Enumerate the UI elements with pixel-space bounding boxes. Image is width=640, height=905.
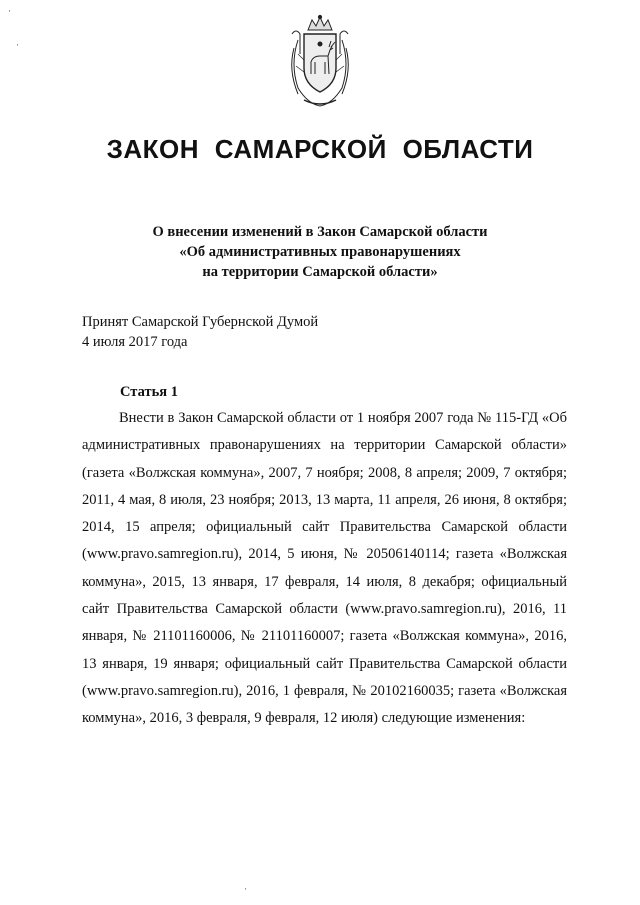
adoption-date: 4 июля 2017 года [82, 334, 188, 350]
samara-coat-of-arms-icon [284, 14, 356, 110]
subtitle-line: «Об административных правонарушениях [179, 244, 461, 260]
law-title: ЗАКОН САМАРСКОЙ ОБЛАСТИ [106, 134, 534, 164]
scan-artifact: · [244, 884, 247, 894]
law-subtitle [0, 222, 640, 282]
subtitle-line: на территории Самарской области» [202, 264, 438, 280]
adoption-body: Принят Самарской Губернской Думой [82, 314, 319, 330]
adoption-info [82, 312, 318, 352]
article-body: Внести в Закон Самарской области от 1 ноября 2007 года № 115-ГД «Об административных правонарушениях на территории Самарской области» (газета «Волжская коммуна», 2007, 7 ноября; 2008, 8 апреля; 2009, 7 октября; 2011, 4 мая, 8 июля, 23 ноября; 2013, 13 марта, 11 апреля, 26 июня, 8 октября; 2014, 15 апреля; официальный сайт Правительства Самарской области (www.pravo.samregion.ru), 2014, 5 июня, № 20506140114; газета «Волжская коммуна», 2015, 13 января, 17 февраля, 14 июля, 8 декабря; официальный сайт Правительства Самарской области (www.pravo.samregion.ru), 2016, 11 января, № 21101160006, № 21101160007; газета «Волжская коммуна», 2016, 13 января, 19 января; официальный сайт Правительства Самарской области (www.pravo.samregion.ru), 2016, 1 февраля, № 20102160035; газета «Волжская коммуна», 2016, 3 февраля, 9 февраля, 12 июля) следующие изменения: [82, 410, 567, 727]
subtitle-line: О внесении изменений в Закон Самарской области [152, 224, 488, 240]
scan-artifact: · [8, 6, 11, 16]
scan-artifact: · [16, 40, 19, 50]
article-heading: Статья 1 [120, 384, 178, 400]
